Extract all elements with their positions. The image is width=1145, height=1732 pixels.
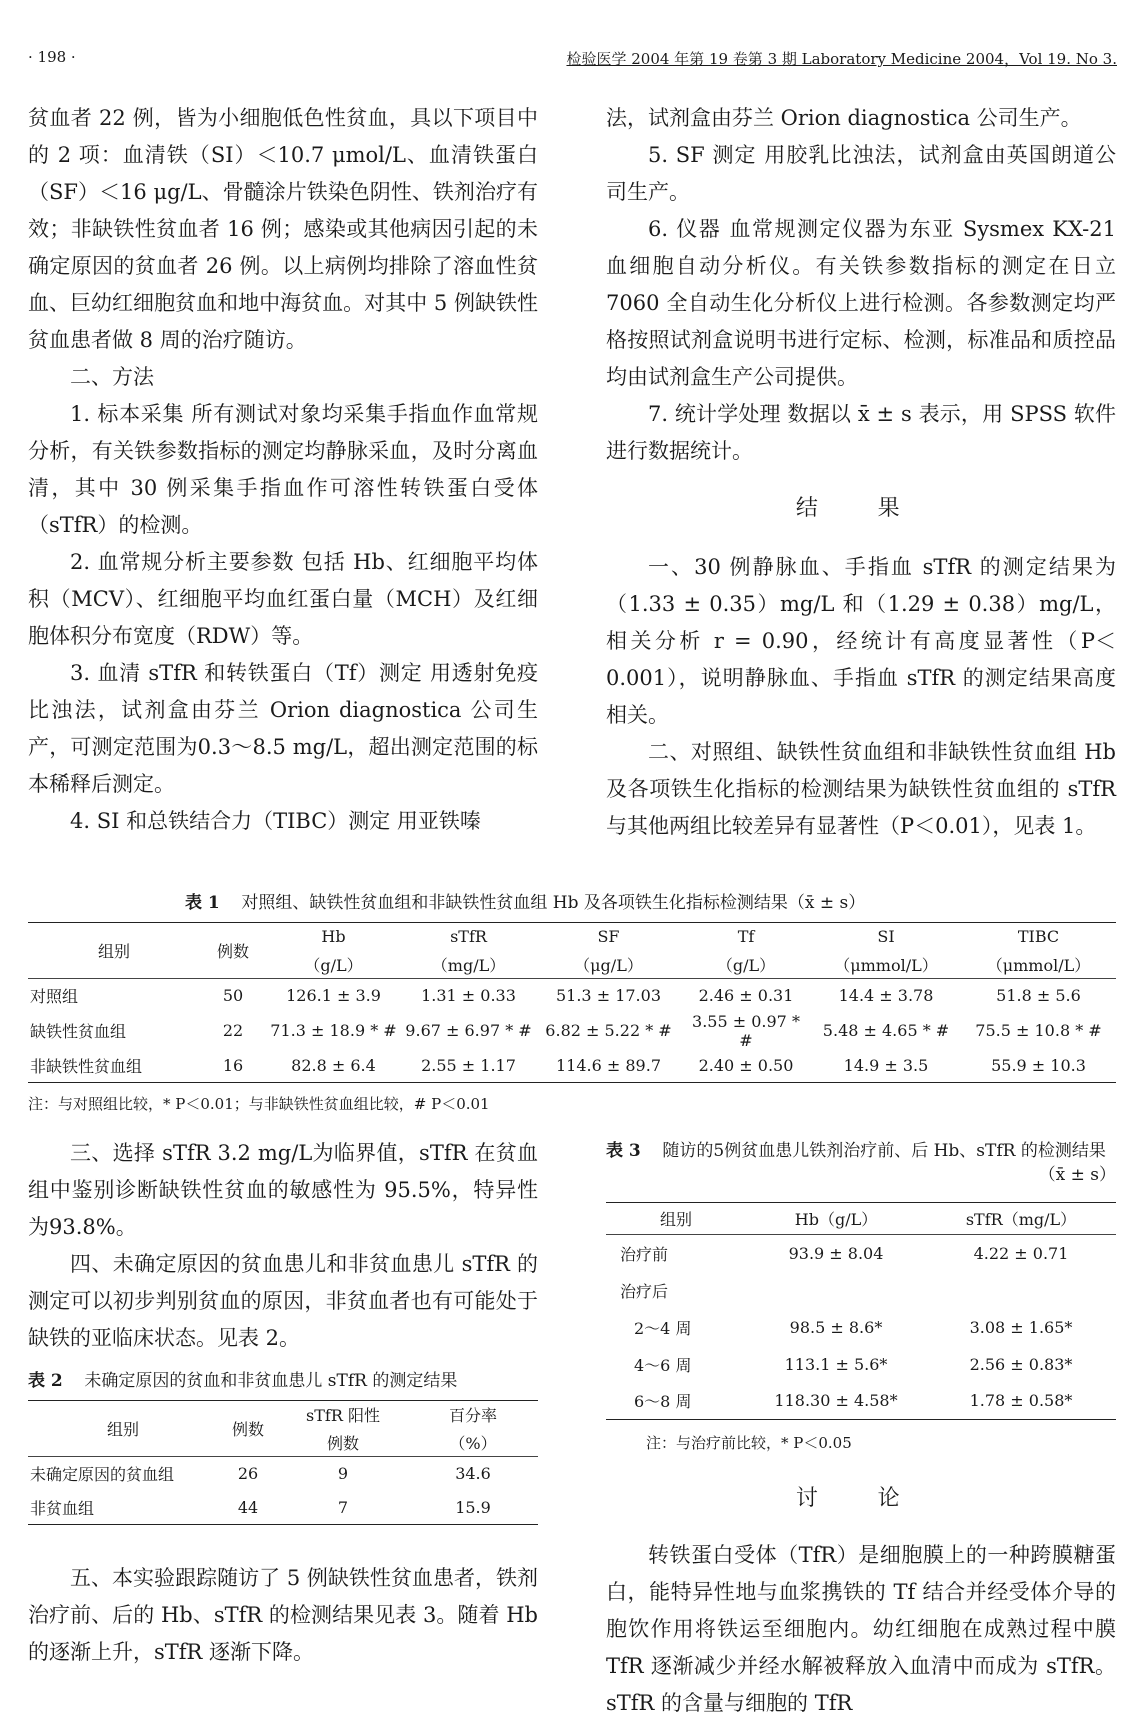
table3-label: 表 3 [606, 1141, 641, 1161]
table-cell: 3.55 ± 0.97 * # [692, 1011, 800, 1050]
table1-header: SI [877, 927, 895, 947]
table-cell: 118.30 ± 4.58* [774, 1391, 898, 1411]
table2-label: 表 2 [28, 1371, 63, 1391]
table1-title: 对照组、缺铁性贫血组和非缺铁性贫血组 Hb 及各项铁生化指标检测结果（x̄ ± s） [241, 893, 866, 913]
table1-header-group: 组别 [28, 923, 200, 979]
table3-stat: （x̄ ± s） [1038, 1165, 1116, 1185]
paragraph: 法，试剂盒由芬兰 Orion diagnostica 公司生产。 [606, 106, 1082, 130]
paragraph: 贫血者 22 例，皆为小细胞低色性贫血，具以下项目中的 2 项：血清铁（SI）＜10.7 μmol/L、血清铁蛋白（SF）＜16 μg/L、骨髓涂片铁染色阴性、铁剂治疗有效；非缺铁性贫血者 16 例；感染或其他病因引起的未确定原因的贫血者 26 例。以上病例均排除了溶血性贫血、巨幼红细胞贫血和地中海贫血。对其中 5 例缺铁性贫血患者做 8 周的治疗随访。 [28, 106, 538, 352]
table3-header: 组别 [659, 1210, 692, 1229]
table-cell: 2.55 ± 1.17 [421, 1056, 516, 1076]
table2-header-pos-2: 例数 [326, 1433, 359, 1453]
table-cell: 34.6 [455, 1464, 491, 1484]
table2-header-n: 例数 [218, 1401, 278, 1457]
table1-header: sTfR [450, 927, 487, 947]
table-cell: 1.78 ± 0.58* [969, 1391, 1073, 1411]
paragraph: 四、未确定原因的贫血患儿和非贫血患儿 sTfR 的测定可以初步判别贫血的原因，非贫血者也有可能处于缺铁的亚临床状态。见表 2。 [28, 1252, 538, 1350]
paragraph: 3. 血清 sTfR 和转铁蛋白（Tf）测定 用透射免疫比浊法，试剂盒由芬兰 Orion diagnostica 公司生产，可测定范围为0.3～8.5 mg/L，超出测定范围的标本稀释后测定。 [28, 661, 538, 796]
table-row [606, 1346, 1116, 1383]
paragraph: 一、30 例静脉血、手指血 sTfR 的测定结果为（1.33 ± 0.35）mg/L 和（1.29 ± 0.38）mg/L，相关分析 r = 0.90，经统计有高度显著性（P＜0.001），说明静脉血、手指血 sTfR 的测定结果高度相关。 [606, 555, 1116, 727]
table-cell: 治疗前 [620, 1244, 669, 1264]
table-cell: 对照组 [30, 986, 79, 1006]
table-cell: 5.48 ± 4.65 * # [822, 1021, 950, 1040]
table1-header: Tf [737, 927, 755, 947]
table-row [28, 1457, 538, 1491]
table-row [28, 1050, 1116, 1083]
results-heading: 结 果 [795, 496, 927, 521]
table-cell: 14.4 ± 3.78 [838, 985, 934, 1005]
table-cell: 82.8 ± 6.4 [291, 1056, 376, 1076]
paragraph: 4. SI 和总铁结合力（TIBC）测定 用亚铁嗪 [70, 809, 481, 833]
table3-header: sTfR（mg/L） [965, 1210, 1077, 1229]
table2-title: 未确定原因的贫血和非贫血患儿 sTfR 的测定结果 [84, 1371, 458, 1391]
paragraph: 二、对照组、缺铁性贫血组和非缺铁性贫血组 Hb 及各项铁生化指标的检测结果为缺铁性贫血组的 sTfR 与其他两组比较差异有显著性（P＜0.01），见表 1。 [606, 740, 1116, 838]
left-column-results [28, 1135, 538, 1357]
paragraph: 6. 仪器 血常规测定仪器为东亚 Sysmex KX-21 血细胞自动分析仪。有关铁参数指标的测定在日立 7060 全自动生化分析仪上进行检测。各参数测定均严格按照试剂盒说明书进行定标、检测，标准品和质控品均由试剂盒生产公司提供。 [606, 217, 1116, 389]
journal-title: 检验医学 2004 年第 19 卷第 3 期 Laboratory Medicine 2004，Vol 19. No 3. [566, 50, 1117, 68]
table1-header: Hb [321, 927, 346, 947]
table-cell: 2～4 周 [634, 1318, 692, 1338]
table-row [606, 1272, 1116, 1309]
table-cell: 缺铁性贫血组 [30, 1022, 127, 1041]
table-row [28, 1491, 538, 1525]
table3-title: 随访的5例贫血患儿铁剂治疗前、后 Hb、sTfR 的检测结果 [662, 1141, 1106, 1161]
table-cell: 2.40 ± 0.50 [698, 1056, 794, 1076]
paragraph: 7. 统计学处理 数据以 x̄ ± s 表示，用 SPSS 软件进行数据统计。 [606, 402, 1116, 463]
table-cell: 51.8 ± 5.6 [996, 985, 1081, 1005]
table-cell: 22 [222, 1021, 244, 1040]
table-cell: 非缺铁性贫血组 [30, 1057, 143, 1077]
table1-unit: （μmmol/L） [834, 955, 938, 975]
paragraph: 5. SF 测定 用胶乳比浊法，试剂盒由英国朗道公司生产。 [606, 143, 1116, 204]
table-cell: 4～6 周 [634, 1355, 692, 1375]
discussion-heading: 讨 论 [795, 1486, 927, 1511]
table1-unit: （mg/L） [431, 955, 506, 975]
table3-caption [606, 1138, 1116, 1188]
table-row [28, 1012, 1116, 1050]
table-cell [746, 1272, 926, 1309]
right-column-discussion [606, 1480, 1116, 1722]
table-cell: 7 [337, 1497, 349, 1517]
table1-caption [185, 890, 865, 916]
table-cell: 26 [237, 1464, 259, 1484]
table1-note: 注：与对照组比较，* P＜0.01；与非缺铁性贫血组比较，# P＜0.01 [28, 1095, 490, 1113]
table-cell: 14.9 ± 3.5 [843, 1056, 929, 1076]
table2-caption [28, 1368, 538, 1394]
table2-header-pos: sTfR 阳性 [306, 1406, 380, 1426]
table-row [606, 1383, 1116, 1420]
table-cell: 3.08 ± 1.65* [969, 1317, 1073, 1337]
table-cell: 126.1 ± 3.9 [286, 985, 381, 1005]
table3-header: Hb（g/L） [794, 1210, 878, 1229]
table-row [606, 1309, 1116, 1346]
table-cell: 98.5 ± 8.6* [789, 1317, 883, 1337]
table-cell: 93.9 ± 8.04 [788, 1243, 884, 1263]
table1 [28, 922, 1116, 1083]
table-row [606, 1235, 1116, 1272]
table1-header: TIBC [1017, 927, 1060, 947]
table-cell: 71.3 ± 18.9 * # [270, 1021, 397, 1040]
table-row [28, 979, 1116, 1012]
table1-header-n: 例数 [200, 923, 266, 979]
table-cell: 6.82 ± 5.22 * # [545, 1021, 672, 1040]
table1-unit: （g/L） [716, 955, 776, 975]
table2-header-pct: 百分率 [448, 1406, 497, 1426]
table2-header-pct-2: （%） [449, 1433, 497, 1453]
right-column-methods [606, 100, 1116, 845]
paragraph: 五、本实验跟踪随访了 5 例缺铁性贫血患者，铁剂治疗前、后的 Hb、sTfR 的检测结果见表 3。随着 Hb 的逐渐上升，sTfR 逐渐下降。 [28, 1566, 538, 1664]
paragraph: 三、选择 sTfR 3.2 mg/L为临界值，sTfR 在贫血组中鉴别诊断缺铁性贫血的敏感性为 95.5%，特异性为93.8%。 [28, 1141, 538, 1239]
left-column-methods [28, 100, 538, 840]
table-cell: 15.9 [455, 1497, 491, 1517]
table-cell: 1.31 ± 0.33 [421, 985, 516, 1005]
paragraph: 1. 标本采集 所有测试对象均采集手指血作血常规分析，有关铁参数指标的测定均静脉采血，及时分离血清，其中 30 例采集手指血作可溶性转铁蛋白受体（sTfR）的检测。 [28, 402, 538, 537]
table-cell: 44 [237, 1497, 259, 1517]
table-cell: 9 [337, 1464, 349, 1484]
table-cell: 6～8 周 [634, 1392, 692, 1412]
table2-header-group: 组别 [28, 1401, 218, 1457]
table-cell: 4.22 ± 0.71 [973, 1243, 1069, 1263]
table2 [28, 1400, 538, 1525]
table-cell: 治疗后 [620, 1281, 669, 1301]
table1-unit: （g/L） [304, 955, 363, 975]
table1-unit: （μmmol/L） [986, 955, 1091, 975]
table1-header: SF [597, 927, 620, 947]
table3-note: 注：与治疗前比较，* P＜0.05 [646, 1434, 852, 1452]
table-cell: 55.9 ± 10.3 [991, 1056, 1086, 1076]
section-heading: 二、方法 [70, 365, 154, 389]
table-cell: 非贫血组 [30, 1498, 95, 1518]
table-cell: 16 [222, 1056, 244, 1076]
paragraph: 转铁蛋白受体（TfR）是细胞膜上的一种跨膜糖蛋白，能特异性地与血浆携铁的 Tf 结合并经受体介导的胞饮作用将铁运至细胞内。幼红细胞在成熟过程中膜 TfR 逐渐减少并经水解被释放入血清中而成为 sTfR。sTfR 的含量与细胞的 TfR [606, 1543, 1116, 1715]
table-cell: 75.5 ± 10.8 * # [975, 1021, 1102, 1040]
table-cell: 50 [222, 985, 244, 1005]
page-header [28, 48, 1117, 74]
table-cell: 113.1 ± 5.6* [784, 1354, 888, 1374]
table-cell: 114.6 ± 89.7 [555, 1056, 661, 1076]
table-cell: 51.3 ± 17.03 [555, 985, 661, 1005]
table-cell: 2.56 ± 0.83* [969, 1354, 1073, 1374]
table3 [606, 1202, 1116, 1420]
table1-unit: （μg/L） [574, 955, 643, 975]
table-cell: 9.67 ± 6.97 * # [405, 1021, 532, 1040]
table-cell [926, 1272, 1116, 1309]
table-cell: 未确定原因的贫血组 [30, 1465, 175, 1485]
table-cell: 2.46 ± 0.31 [698, 985, 794, 1005]
left-column-followup [28, 1560, 538, 1671]
table1-label: 表 1 [185, 893, 220, 913]
paragraph: 2. 血常规分析主要参数 包括 Hb、红细胞平均体积（MCV）、红细胞平均血红蛋白量（MCH）及红细胞体积分布宽度（RDW）等。 [28, 550, 538, 648]
page-number: · 198 · [28, 48, 76, 66]
